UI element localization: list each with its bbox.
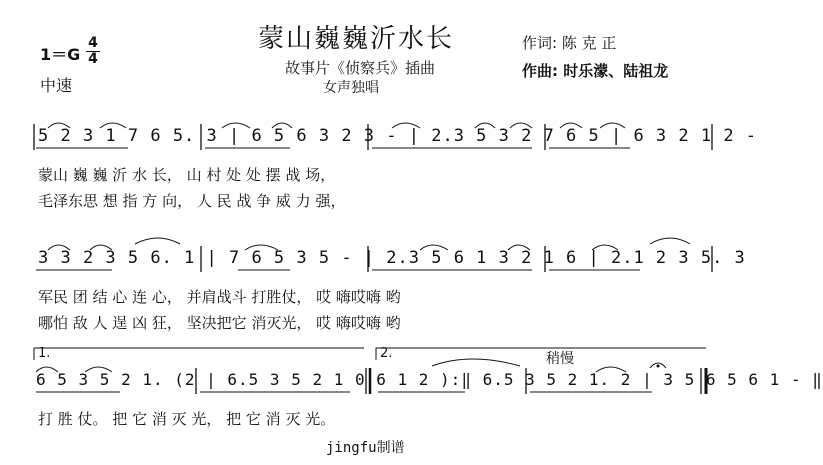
volta-2-label: 2. <box>380 346 393 361</box>
slur <box>135 238 180 244</box>
time-signature-bottom: 4 <box>88 51 98 67</box>
lyricist: 作词: 陈 克 正 <box>522 34 617 52</box>
key-signature: 1＝G <box>40 45 81 64</box>
lyrics-line-1-verse-1: 蒙山 巍 巍 沂 水 长， 山 村 处 处 摆 战 场， <box>38 166 336 184</box>
lyrics-line-2-verse-2: 哪怕 敌 人 逞 凶 狂， 坚决把它 消灭光， 哎 嗨哎嗨 哟 <box>38 314 401 332</box>
volta-1-label: 1. <box>38 346 51 361</box>
tempo-marking: 中速 <box>40 76 73 95</box>
performer: 女声独唱 <box>323 80 379 96</box>
volta-bracket <box>376 348 706 360</box>
fermata-dot <box>657 365 660 368</box>
transcriber-credit: jingfu制谱 <box>326 440 405 456</box>
slur <box>432 359 520 366</box>
lyrics-line-1-verse-2: 毛泽东思 想 指 方 向， 人 民 战 争 威 力 强， <box>38 192 346 210</box>
volta-bracket <box>34 348 364 360</box>
song-title: 蒙山巍巍沂水长 <box>258 24 455 54</box>
composer: 作曲: 时乐濛、陆祖龙 <box>522 62 669 80</box>
lyrics-line-3: 打 胜 仗。 把 它 消 灭 光， 把 它 消 灭 光。 <box>38 410 336 428</box>
time-signature-top: 4 <box>88 35 98 51</box>
notation-line-3: 6 5 3 5 2 1. (2 | 6.5 3 5 2 1 0 6 1 2 ):‖ 6.5 3 5 2 1. 2 | 3 5 6 5 6 1 - ‖ <box>36 370 823 389</box>
song-subtitle: 故事片《侦察兵》插曲 <box>285 59 436 77</box>
lyrics-line-2-verse-1: 军民 团 结 心 连 心， 并肩战斗 打胜仗， 哎 嗨哎嗨 哟 <box>38 288 401 306</box>
notation-line-1: 5 2 3 1 7 6 5. 3 | 6 5 6 3 2 3 - | 2.3 5 3 2 7 6 5 | 6 3 2 1 2 - <box>38 126 758 146</box>
slur <box>650 238 690 244</box>
tempo-change-marking: 稍慢 <box>546 351 574 367</box>
time-signature <box>86 36 100 67</box>
notation-line-2: 3 3 2 3 5 6. 1 | 7 6 5 3 5 - | 2.3 5 6 1 3 2 1 6 | 2.1 2 3 5. 3 <box>38 248 746 268</box>
